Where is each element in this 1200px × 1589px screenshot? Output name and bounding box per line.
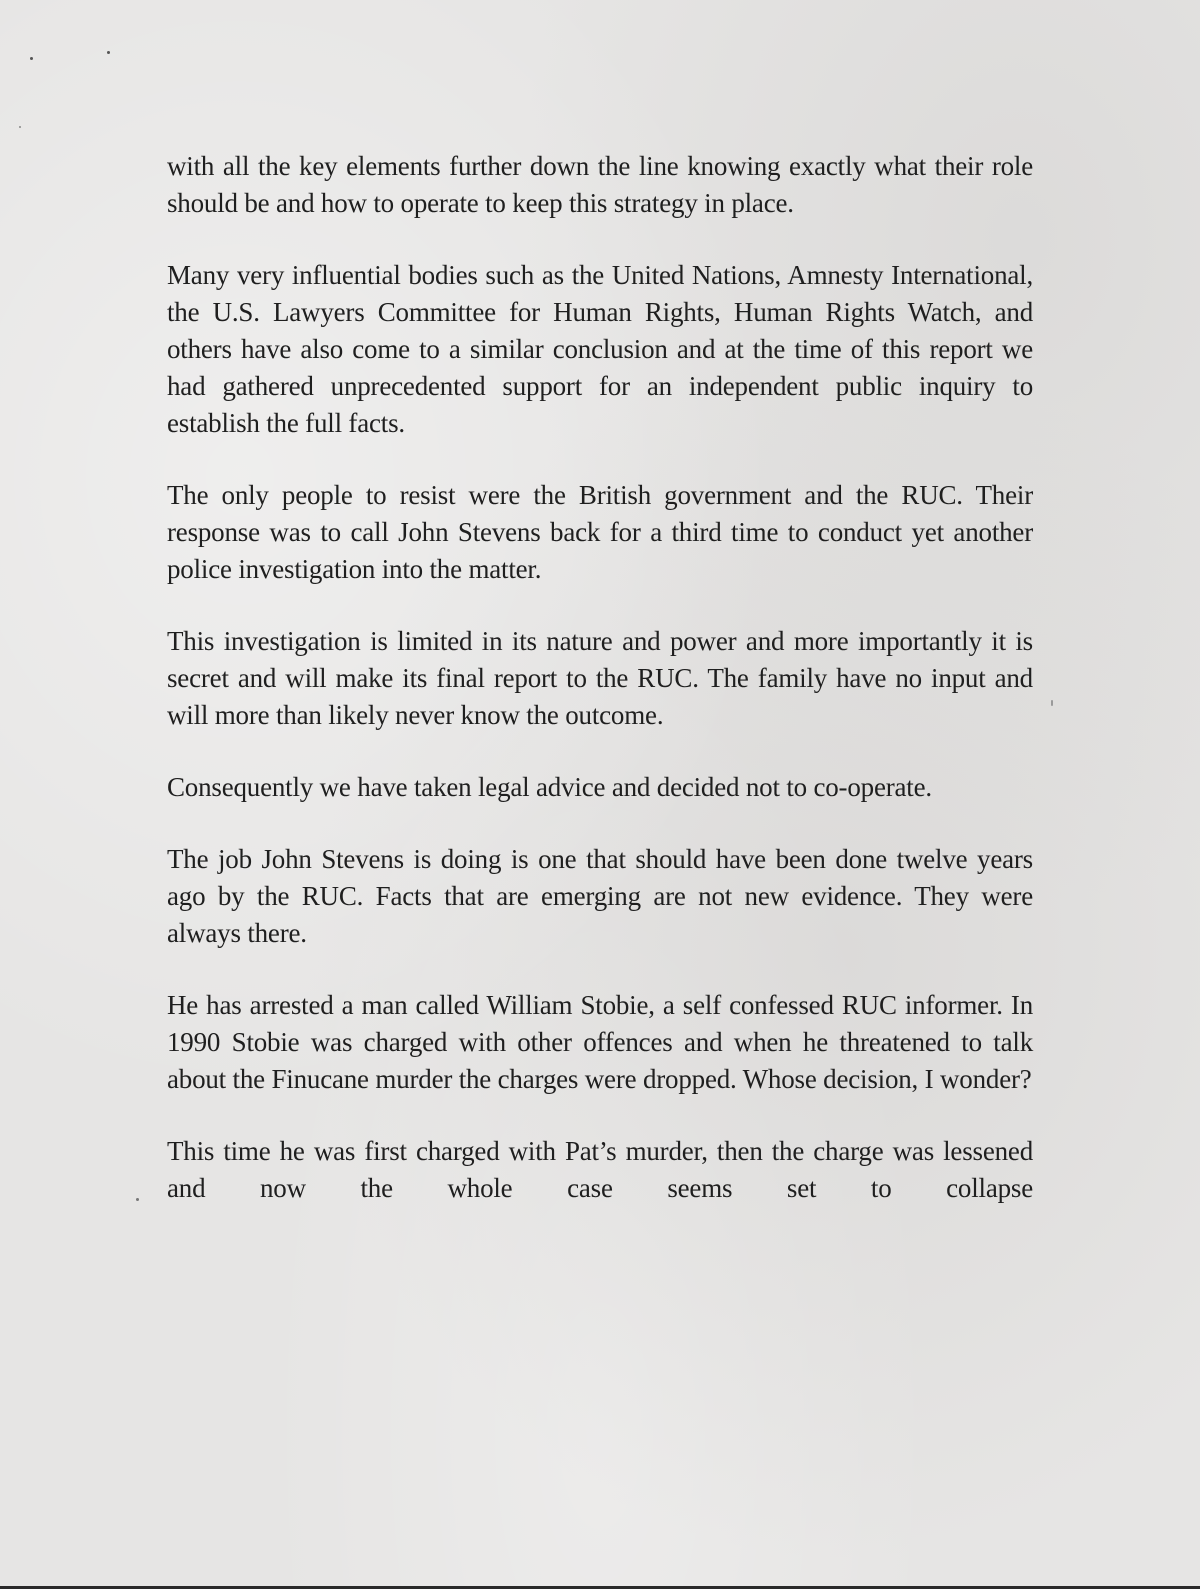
scan-speck bbox=[1051, 700, 1053, 706]
paragraph-stobie-arrest: He has arrested a man called William Stobie, a self confessed RUC informer. In 1990 Stobie was charged with other offences and when he threatened to talk about the Finucane murder the charges were dropped. Whose decision, I wonder? bbox=[167, 990, 1033, 1094]
paragraph-resistance: The only people to resist were the British government and the RUC. Their response was to call John Stevens back for a third time to conduct yet another police investigation into the matter. bbox=[167, 480, 1033, 584]
scan-speck bbox=[136, 1198, 139, 1201]
paragraph-stevens-job: The job John Stevens is doing is one that should have been done twelve years ago by the RUC. Facts that are emerging are not new evidence. They were always there. bbox=[167, 844, 1033, 948]
paragraph-strategy: with all the key elements further down the line knowing exactly what their role should be and how to operate to keep this strategy in place. bbox=[167, 151, 1033, 218]
document-body bbox=[167, 148, 1033, 1207]
paragraph-investigation-limits: This investigation is limited in its nature and power and more importantly it is secret and will make its final report to the RUC. The family have no input and will more than likely never know the outcome. bbox=[167, 626, 1033, 730]
paragraph-legal-advice: Consequently we have taken legal advice and decided not to co-operate. bbox=[167, 772, 932, 802]
scan-speck bbox=[19, 126, 21, 128]
scan-speck bbox=[30, 57, 33, 60]
scan-speck bbox=[107, 51, 110, 54]
paragraph-case-collapse: This time he was first charged with Pat’s murder, then the charge was lessened and now the whole case seems set to collapse bbox=[167, 1136, 1033, 1203]
paragraph-influential-bodies: Many very influential bodies such as the United Nations, Amnesty International, the U.S. Lawyers Committee for Human Rights, Human Rights Watch, and others have also come to a similar conclusion and at the time of this report we had gathered unprecedented support for an independent public inquiry to establish the full facts. bbox=[167, 260, 1033, 438]
